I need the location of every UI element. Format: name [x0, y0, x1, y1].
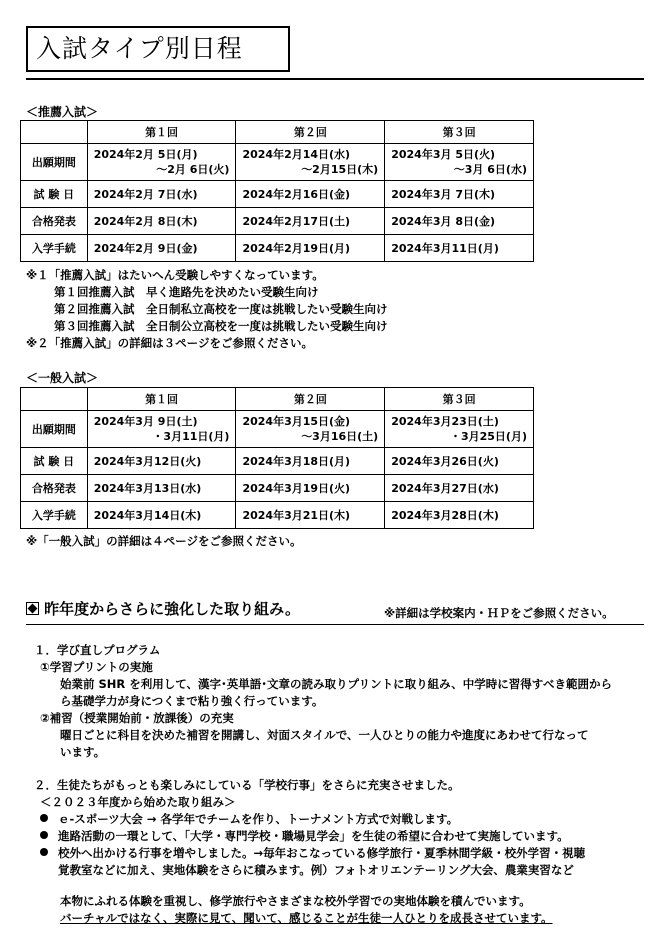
ippan-label: ＜一般入試＞ [26, 371, 99, 385]
table-row [21, 502, 534, 529]
suisen-note-3: 第２回推薦入試 全日制私立高校を一度は挑戦したい受験生向け [54, 302, 388, 316]
item1a-heading: ①学習プリントの実施 [40, 660, 153, 674]
table-row [21, 208, 534, 235]
item1b-line2: います。 [60, 745, 106, 759]
table-header-3: 第３回 [385, 388, 534, 411]
suisen-label: ＜推薦入試＞ [26, 105, 99, 119]
table-cell: 2024年3月18日(月) [236, 448, 385, 475]
bullet-icon [40, 848, 48, 856]
table-cell: 2024年2月14日(水) ～2月15日(木) [236, 144, 385, 181]
ippan-note-1: ※「一般入試」の詳細は４ページをご参照ください。 [26, 534, 302, 548]
table-cell: 2024年2月19日(月) [236, 235, 385, 262]
item1a-line1: 始業前 SHR を利用して、漢字･英単語･文章の読み取りプリントに取り組み、中学時に習得すべき範囲から [60, 677, 613, 691]
item2-sub: ＜２０２３年度から始めた取り組み＞ [40, 795, 236, 809]
item1b-heading: ②補習（授業開始前・放課後）の充実 [40, 711, 234, 725]
table-row [21, 411, 534, 448]
table-corner [21, 121, 88, 144]
section2-side-note: ※詳細は学校案内・ＨＰをご参照ください。 [384, 606, 614, 620]
table-cell: 2024年3月 8日(金) [385, 208, 534, 235]
table-cell: 2024年2月 5日(月) ～2月 6日(火) [87, 144, 236, 181]
title-rule [26, 78, 644, 80]
table-corner [21, 388, 88, 411]
row-label: 入学手続 [21, 502, 88, 529]
table-cell: 2024年3月12日(火) [87, 448, 236, 475]
table-cell: 2024年3月28日(木) [385, 502, 534, 529]
item1a-line2: ら基礎学力が身につくまで粘り強く行っています。 [60, 694, 324, 708]
table-cell: 2024年3月13日(水) [87, 475, 236, 502]
table-cell: 2024年2月 9日(金) [87, 235, 236, 262]
item2-heading: ２．生徒たちがもっとも楽しみにしている「学校行事」をさらに充実させました。 [34, 778, 460, 792]
bullet-icon [40, 814, 48, 822]
table-cell: 2024年3月27日(水) [385, 475, 534, 502]
item1b-line1: 曜日ごとに科目を決めた補習を開講し、対面スタイルで、一人ひとりの能力や進度にあわせて行なって [60, 728, 589, 742]
row-label: 試 験 日 [21, 181, 88, 208]
table-row [21, 181, 534, 208]
bullet-2: 進路活動の一環として、「大学・専門学校・職場見学会」を生徒の希望に合わせて実施しています。 [40, 828, 569, 844]
table-row [21, 144, 534, 181]
page-title: 入試タイプ別日程 [26, 26, 290, 72]
table-header-2: 第２回 [236, 388, 385, 411]
ippan-schedule-table [20, 387, 534, 529]
table-cell: 2024年2月16日(金) [236, 181, 385, 208]
table-cell: 2024年3月 5日(火) ～3月 6日(水) [385, 144, 534, 181]
bullet-3-line2: 覚教室などに加え、実地体験をさらに積みます。例）フォトオリエンテーリング大会、農業実習など [58, 863, 574, 877]
table-cell: 2024年2月17日(土) [236, 208, 385, 235]
row-label: 合格発表 [21, 208, 88, 235]
row-label: 合格発表 [21, 475, 88, 502]
table-cell: 2024年2月 7日(水) [87, 181, 236, 208]
diamond-icon [26, 602, 39, 615]
suisen-schedule-table [20, 120, 534, 262]
closing-line1: 本物にふれる体験を重視し、修学旅行やさまざまな校外学習での実地体験を積んでいます。 [60, 894, 531, 908]
suisen-note-5: ※２「推薦入試」の詳細は３ページをご参照ください。 [26, 336, 313, 350]
table-cell: 2024年3月 7日(木) [385, 181, 534, 208]
row-label: 試 験 日 [21, 448, 88, 475]
table-cell: 2024年2月 8日(木) [87, 208, 236, 235]
table-header-3: 第３回 [385, 121, 534, 144]
table-header-1: 第１回 [87, 388, 236, 411]
suisen-note-4: 第３回推薦入試 全日制公立高校を一度は挑戦したい受験生向け [54, 319, 388, 333]
row-label: 出願期間 [21, 144, 88, 181]
table-cell: 2024年3月21日(木) [236, 502, 385, 529]
table-cell: 2024年3月19日(火) [236, 475, 385, 502]
suisen-note-2: 第１回推薦入試 早く進路先を決めたい受験生向け [54, 285, 319, 299]
table-header-2: 第２回 [236, 121, 385, 144]
table-cell: 2024年3月14日(木) [87, 502, 236, 529]
closing-line2: バーチャルではなく、実際に見て、聞いて、感じることが生徒一人ひとりを成長させています。 [60, 911, 553, 925]
table-cell: 2024年3月 9日(土) ・3月11日(月) [87, 411, 236, 448]
section2-heading [26, 598, 300, 619]
row-label: 出願期間 [21, 411, 88, 448]
bullet-icon [40, 831, 48, 839]
item1-heading: １．学び直しプログラム [34, 643, 161, 657]
table-row [21, 235, 534, 262]
table-cell: 2024年3月11日(月) [385, 235, 534, 262]
table-cell: 2024年3月23日(土) ・3月25日(月) [385, 411, 534, 448]
suisen-note-1: ※１「推薦入試」はたいへん受験しやすくなっています。 [26, 268, 324, 282]
table-cell: 2024年3月26日(火) [385, 448, 534, 475]
table-row [21, 448, 534, 475]
section2-title: 昨年度からさらに強化した取り組み。 [44, 600, 300, 618]
row-label: 入学手続 [21, 235, 88, 262]
bullet-3: 校外へ出かける行事を増やしました。→毎年おこなっている修学旅行・夏季林間学級・校外学習・視聴 [40, 845, 585, 861]
bullet-1: ｅ-スポーツ大会 → 各学年でチームを作り、トーナメント方式で対戦します。 [40, 811, 458, 827]
table-row [21, 475, 534, 502]
table-header-1: 第１回 [87, 121, 236, 144]
table-cell: 2024年3月15日(金) ～3月16日(土) [236, 411, 385, 448]
section2-rule [26, 624, 644, 625]
